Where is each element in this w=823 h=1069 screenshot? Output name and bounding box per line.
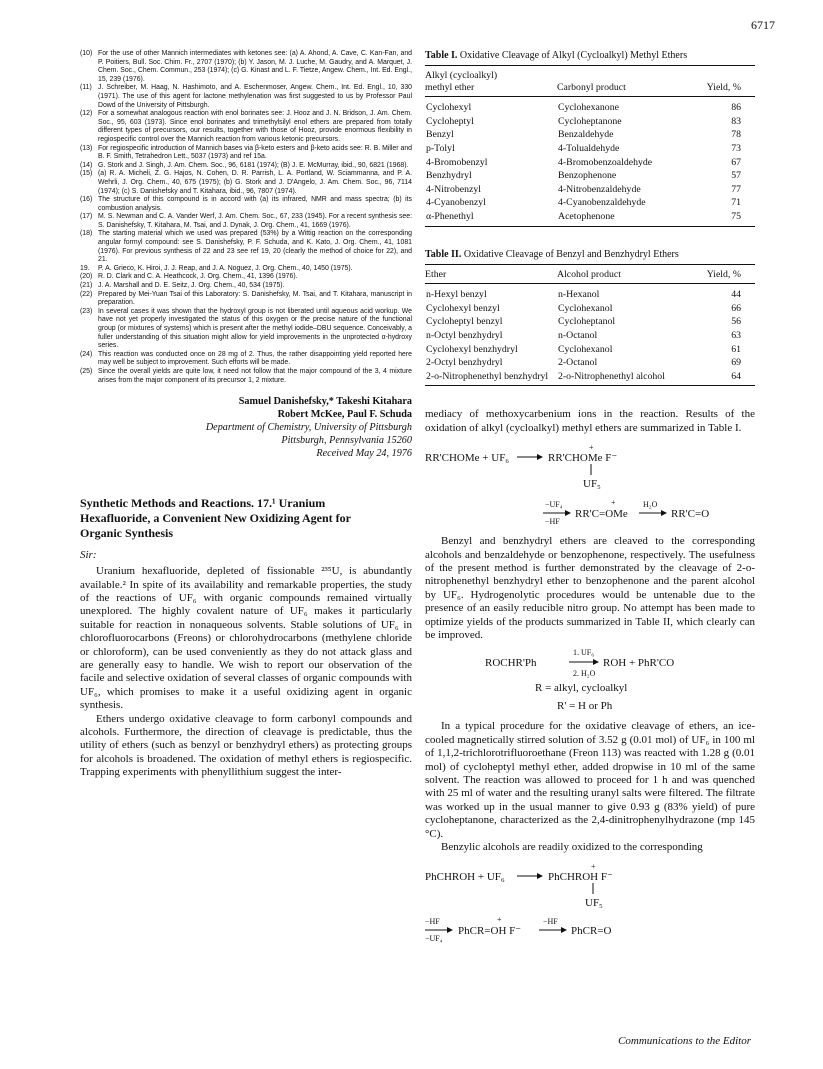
table-row: Benzyl Benzaldehyde 78 — [426, 129, 741, 141]
table-1 — [425, 65, 755, 227]
table-header-row — [425, 66, 755, 97]
reference-item: (16) The structure of this compound is in accord with (a) its infrared, NMR and mass spectra; (b) its combustion analysis. — [80, 196, 412, 212]
table-row: Cycloheptyl benzyl Cycloheptanol 56 — [426, 316, 741, 328]
reference-item: (15) (a) R. A. Micheli, Z. G. Hajos, N. Cohen, D. R. Parrish, L. A. Portland, W. Sciammanna, and P. A. Wehrli, J. Org. Chem., 40, 675 (1975); (b) G. Stork and J. D'Angelo, J. Am. Chem. Soc., 96, 7114 (1974); (c) S. Danishefsky and T. Kitahara, ibid., 96, 7807 (1974). — [80, 170, 412, 195]
arrowhead — [537, 454, 543, 460]
table-row: 4-Cyanobenzyl 4-Cyanobenzaldehyde 71 — [426, 197, 741, 209]
scheme-text: RR'CHOMe + UF₆ — [425, 452, 510, 465]
reaction-scheme-1 — [425, 439, 755, 529]
reference-item: (13) For regiospecific introduction of Mannich bases via β-keto esters and β-keto acids see: R. B. Miller and B. F. Smith, Tetrahedron Lett., 5037 (1973) and ref 15a. — [80, 144, 412, 161]
column-header: Ether — [425, 264, 557, 284]
body-paragraph: Ethers undergo oxidative cleavage to form carbonyl compounds and alcohols. Furthermore, the direction of cleavage is predictable, thus the utility of ethers (such as benzyl or benzhydryl ethers) as protecting groups for alcohols is broadened. The oxidation of methyl ethers is regiospecific. Trapping experiments with phenyllithium suggest the inter- — [80, 712, 412, 779]
arrowhead — [447, 927, 453, 933]
scheme-text: RR'CHOMe F⁻ — [548, 452, 618, 465]
table-caption: Table II. Oxidative Cleavage of Benzyl and Benzhydryl Ethers — [425, 248, 679, 260]
scheme-text: UF₅ — [585, 897, 603, 910]
reference-item: (22) Prepared by Mei-Yuan Tsai of this Laboratory: S. Danishefsky, M. Tsai, and T. Kitahara, manuscript in preparation. — [80, 290, 412, 307]
plus-charge: + — [589, 443, 594, 453]
table-row: Cyclohexyl benzhydryl Cyclohexanol 61 — [426, 343, 741, 355]
scheme-text: ROCHR'Ph — [485, 657, 537, 670]
table-row: 2-o-Nitrophenethyl benzhydryl 2-o-Nitrophenethyl alcohol 64 — [425, 370, 755, 386]
reference-item: (24) This reaction was conducted once on 28 mg of 2. Thus, the rather disappointing yield reported here may well be subject to improvement. Such efforts will be made. — [80, 350, 412, 367]
scheme-text: −HF — [543, 917, 558, 927]
scheme-text: R = alkyl, cycloalkyl — [535, 682, 628, 695]
affiliation: Department of Chemistry, University of Pittsburgh Pittsburgh, Pennsylvania 15260 — [205, 422, 412, 447]
scheme-text: H₂O — [643, 500, 658, 510]
table-row: Cyclohexyl Cyclohexanone 86 — [426, 102, 741, 114]
scheme-text: 1. UF₆ — [573, 648, 595, 658]
plus-charge: + — [591, 862, 596, 872]
reference-item: (20) R. D. Clark and C. A. Heathcock, J. Org. Chem., 41, 1396 (1976). — [80, 273, 298, 281]
arrowhead — [565, 510, 571, 516]
scheme-text: R' = H or Ph — [557, 700, 613, 713]
scheme-text: PhCHROH + UF₆ — [425, 871, 505, 884]
table-header-row — [425, 264, 755, 284]
table-row: Cyclohexyl benzyl Cyclohexanol 66 — [426, 302, 741, 314]
author-list: Samuel Danishefsky,* Takeshi Kitahara Robert McKee, Paul F. Schuda — [238, 396, 412, 421]
table-caption: Table I. Oxidative Cleavage of Alkyl (Cycloalkyl) Methyl Ethers — [425, 50, 688, 61]
reference-item: (17) M. S. Newman and C. A. Vander Werf, J. Am. Chem. Soc., 67, 233 (1945). For a recent synthesis see: S. Danishefsky, T. Kitahara, M. Tsai, and J. Dynak, J. Org. Chem., 41, 1669 (1976). — [80, 213, 412, 229]
table-row: n-Hexyl benzyl n-Hexanol 44 — [426, 289, 741, 301]
reference-item: (11) J. Schreiber, M. Haag, N. Hashimoto, and A. Eschenmoser, Angew. Chem., Int. Ed. Engl., 10, 330 (1971). The use of this agent for lactone methylenation was first suggested to us by Professor Paul Dowd of the University of Pittsburgh. — [80, 84, 412, 109]
table-row: n-Octyl benzhydryl n-Octanol 63 — [426, 329, 741, 341]
reference-item: (10) For the use of other Mannich intermediates with ketones see: (a) A. Ahond, A. Cave, C. Kan-Fan, and P. Poitiers, Bull. Soc. Chim. Fr., 2707 (1970); (b) Y. Jason, M. J. Luche, M. Gaudry, and A. Marquet, J. Chem. Soc., Chem. Commun., 253 (1974); (c) G. Kinast and L. F. Tietze, Angew. Chem., Int. Ed. Engl., 15, 239 (1976). — [80, 50, 412, 83]
reaction-scheme-2 — [425, 646, 755, 714]
table-row: Cycloheptyl Cycloheptanone 83 — [426, 115, 741, 127]
scheme-text: ROH + PhR'CO — [603, 657, 675, 670]
page-number: 6717 — [751, 18, 775, 32]
scheme-text: PhCHROH F⁻ — [548, 871, 613, 884]
body-paragraph: Benzylic alcohols are readily oxidized to the corresponding — [441, 841, 703, 853]
reaction-scheme-3 — [425, 858, 755, 944]
table-row: 4-Bromobenzyl 4-Bromobenzoaldehyde 67 — [426, 156, 741, 168]
right-column — [425, 50, 755, 944]
reference-item: (18) The starting material which we used was prepared (53%) by a Wittig reaction on the corresponding angular formyl compound: see S. Danishefsky, P. F. Schuda, and K. Kato, J. Org. Chem., 41, 1081 (1976). For previous synthesis of 22 and 23 see ref 19, 20 (clearly the method of choice for 22), and 21. — [80, 230, 412, 264]
scheme-text: −UF₄ — [545, 500, 563, 510]
arrowhead — [593, 659, 599, 665]
arrowhead — [661, 510, 667, 516]
table-row: 2-Octyl benzhydryl 2-Octanol 69 — [426, 357, 741, 369]
left-column — [80, 50, 412, 780]
reference-item: 19. P. A. Grieco, K. Hiroi, J. J. Reap, and J. A. Noguez, J. Org. Chem., 40, 1450 (1975). — [80, 264, 353, 272]
salutation: Sir: — [80, 549, 97, 562]
plus-charge: + — [497, 915, 502, 925]
scheme-text: PhCR=O — [571, 925, 612, 938]
reference-item: (14) G. Stork and J. Singh, J. Am. Chem. Soc., 96, 6181 (1974); (B) J. E. McMurray, ibid., 90, 6821 (1968). — [80, 161, 409, 169]
scheme-text: −HF — [425, 917, 440, 927]
reference-item: (21) J. A. Marshall and D. E. Seitz, J. Org. Chem., 40, 534 (1975). — [80, 282, 285, 290]
table-row: 4-Nitrobenzyl 4-Nitrobenzaldehyde 77 — [426, 183, 741, 195]
plus-charge: + — [611, 498, 616, 508]
table-row: p-Tolyl 4-Tolualdehyde 73 — [426, 142, 741, 154]
table-row: Benzhydryl Benzophenone 57 — [426, 170, 741, 182]
scheme-text: RR'C=O — [671, 508, 710, 521]
article-title: Synthetic Methods and Reactions. 17.¹ Uranium Hexafluoride, a Convenient New Oxidizing Agent for Organic Synthesis — [80, 496, 351, 541]
column-header: Alcohol product — [557, 264, 696, 284]
arrowhead — [537, 873, 543, 879]
scheme-text: RR'C=OMe — [575, 508, 628, 521]
reference-item: (25) Since the overall yields are quite low, it need not follow that the major compound of the 3, 4 mixture arises from the major component of its precursor 1, 2 mixture. — [80, 367, 412, 384]
received-date: Received May 24, 1976 — [316, 448, 412, 460]
scheme-text: −UF₄ — [425, 934, 443, 944]
arrowhead — [561, 927, 567, 933]
reference-list — [80, 50, 412, 385]
scheme-text: PhCR=OH F⁻ — [458, 925, 522, 938]
body-paragraph: mediacy of methoxycarbenium ions in the reaction. Results of the oxidation of alkyl (cycloalkyl) methyl ethers are summarized in Table I. — [425, 408, 755, 434]
column-header: Yield, % — [696, 264, 755, 284]
scheme-text: 2. H₂O — [573, 669, 596, 679]
reference-item: (12) For a somewhat analogous reaction with enol borinates see: J. Hooz and J. N. Bridson, J. Am. Chem. Soc., 95, 603 (1973). Since enol borinates and trimethylsilyl enol ethers are prepared from totally different types of precursors, our results, together with those of Hooz, provide enormous flexibility in regiospecific control over the Mannich reaction from various ketonic precursors. — [80, 110, 412, 143]
section-footer: Communications to the Editor — [618, 1035, 751, 1047]
table-2 — [425, 264, 755, 387]
body-paragraph: Benzyl and benzhydryl ethers are cleaved to the corresponding alcohols and benzaldehyde or benzophenone, respectively. The usefulness of the present method is further demonstrated by the cleavage of 2-o-nitrophenethyl benzhydryl ether to benzophenone and the parent alcohol by UF₆. Hydrogenolytic procedures would be untenable due to the presence of an easily reducible nitro group. No attempt has been made to optimize yields of the products summarized in Table II, which clearly can be improved. — [425, 535, 755, 641]
column-header: Yield, % — [696, 66, 755, 97]
column-header: Carbonyl product — [557, 66, 696, 97]
reference-item: (23) In several cases it was shown that the hydroxyl group is not liberated until aqueous acid workup. We have not yet properly investigated the status of this oxygen or the precise nature of the functional group (or mixtures of systems) which is present after the methyl iodide–DBU sequence. Conceivably, a fuller understanding of this situation might allow for yield improvements in the unprotected α-hydroxy series. — [80, 307, 412, 350]
body-paragraph: In a typical procedure for the oxidative cleavage of ethers, an ice-cooled magnetically stirred solution of 3.52 g (0.01 mol) of UF₆ in 100 ml of 1,1,2-trichlorotrifluoroethane (Freon 113) was reacted with 1.28 g (0.01 mol) of cycloheptyl methyl ether, added dropwise in 10 ml of the same solvent. The reaction was allowed to proceed for 1 h and was quenched with 25 ml of water and the resulting uranyl salts were filtered. The filtrate was worked up in the usual manner to give 0.93 g (83% yield) of pure cycloheptanone, characterized as the 2,4-dinitrophenylhydrazone (mp 145 °C). — [425, 720, 755, 840]
column-header: Alkyl (cycloalkyl) methyl ether — [425, 66, 557, 97]
scheme-text: UF₅ — [583, 478, 601, 491]
scheme-text: −HF — [545, 517, 560, 527]
table-row: α-Phenethyl Acetophenone 75 — [425, 210, 755, 226]
body-paragraph: Uranium hexafluoride, depleted of fissionable ²³⁵U, is abundantly available.² In spite of its availability and remarkable properties, the study of the reactions of UF₆ with organic compounds remained virtually unexplored. The highly covalent nature of UF₆ makes it particularly suitable for reaction in nonaqueous solvents. Stable solutions of UF₆ in chlorofluorocarbons (Freons) or chlorohydrocarbons (methylene chloride or chloroform), can be used conveniently as they do not attack glass and are generally easy to handle. We wish to report our observation of the facile and selective oxidation of several classes of organic compounds with UF₆, which promises to make it a useful oxidizing agent in organic synthesis. — [80, 565, 412, 712]
